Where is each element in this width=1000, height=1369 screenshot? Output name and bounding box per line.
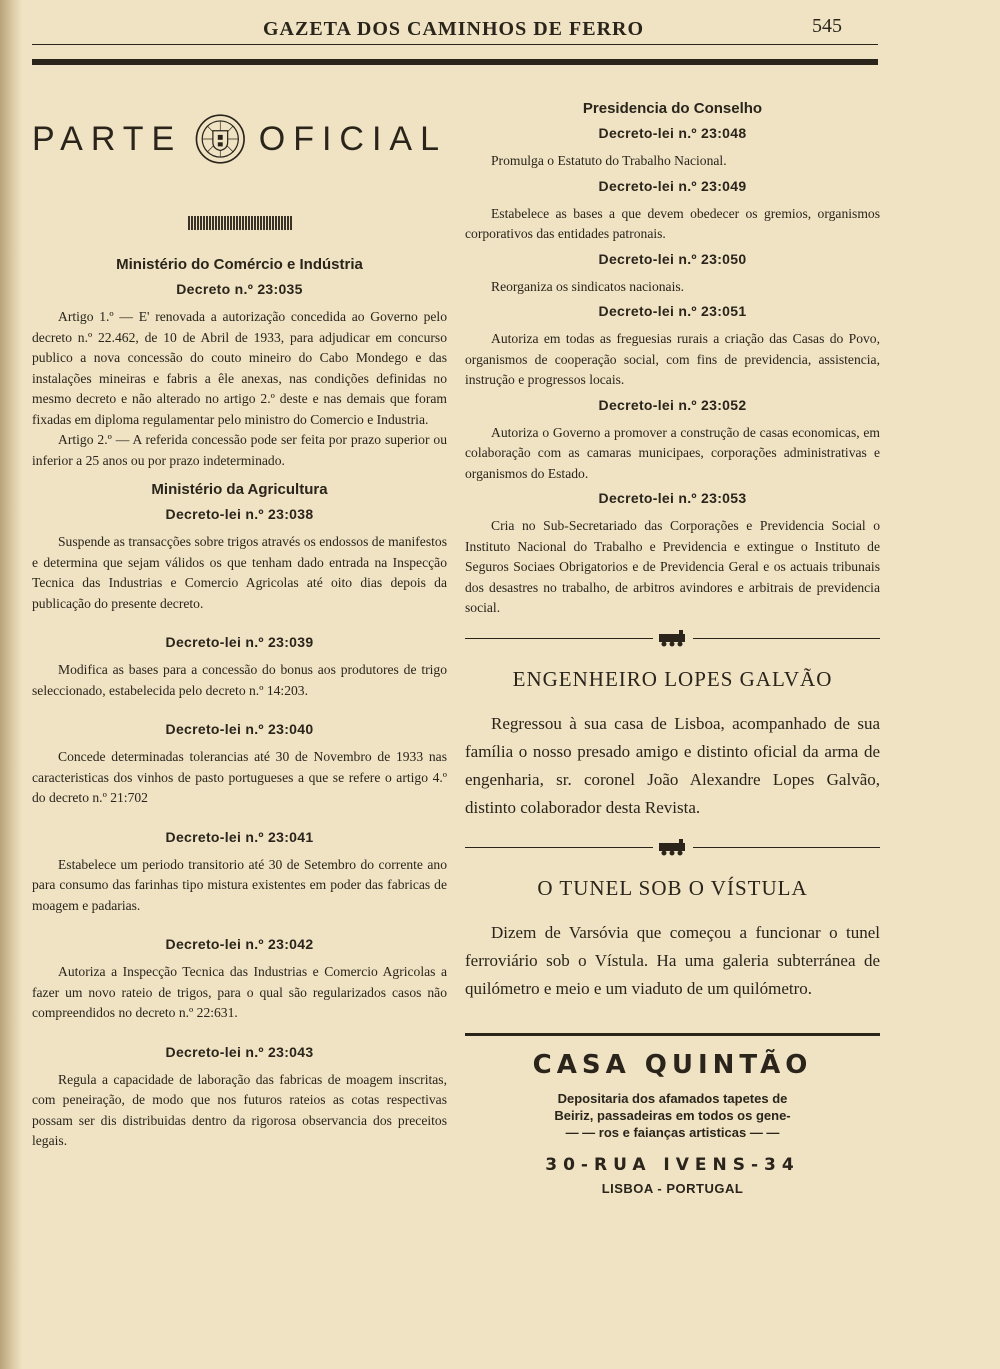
ad-line: Depositaria dos afamados tapetes de: [557, 1090, 788, 1106]
article-title: ENGENHEIRO LOPES GALVÃO: [512, 666, 833, 691]
coat-of-arms-icon: [194, 107, 247, 171]
article-text: Dizem de Varsóvia que começou a funcionar o tunel ferroviário sob o Vístula. Ha uma galeria subterránea de quilómetro e meio e um viaduto de um quilómetro.: [465, 922, 880, 998]
decree-title: Decreto-lei n.º 23:053: [598, 490, 747, 506]
journal-title: GAZETA DOS CAMINHOS DE FERRO: [263, 18, 645, 40]
heading-left-word: PARTE: [32, 119, 183, 158]
decree-text: Modifica as bases para a concessão do bonus aos produtores de trigo seleccionado, estabelecida pelo decreto n.º 14:203.: [32, 662, 447, 698]
decree-text: Cria no Sub-Secretariado das Corporações e Previdencia Social o Instituto Nacional do Trabalho e Previdencia e extingue o Instituto de Seguros Sociaes Obrigatorios e de Previdencia Geral e os actuais tribunais dos desastres no trabalho, de arbitros avindores e arbitrais de previdencia social.: [465, 518, 880, 615]
heading-right-word: OFICIAL: [258, 119, 447, 158]
ad-city: LISBOA - PORTUGAL: [601, 1180, 744, 1196]
decree-title: Decreto-lei n.º 23:052: [598, 396, 747, 413]
decree-title: Decreto-lei n.º 23:041: [165, 828, 314, 845]
decree-title: Decreto-lei n.º 23:051: [598, 303, 747, 319]
ministry-heading: Ministério do Comércio e Indústria: [116, 256, 363, 273]
page-number: 545: [812, 15, 842, 37]
locomotive-icon: [653, 838, 693, 856]
decree-title: Decreto-lei n.º 23:039: [165, 634, 314, 650]
header-rule-thick: [32, 59, 878, 65]
decree-text: Artigo 2.º — A referida concessão pode ser feita por prazo superior ou inferior a 25 anos ou por prazo indeterminado.: [32, 432, 447, 468]
decree-text: Artigo 1.º — E' renovada a autorização concedida ao Governo pelo decreto n.º 22.462, de 10 de Abril de 1933, para adjudicar em concurso publico a nova concessão do couto mineiro do Cabo Mondego e das instalações mineiras e fabris a êle anexas, nas condições definidas no mesmo decreto e não alterado no artigo 2.º deste e nas demais que foram fixadas em diploma regulamentar pelo ministro do Comercio e Industria.: [32, 309, 447, 427]
right-column: [465, 100, 880, 1196]
locomotive-icon: [653, 629, 693, 647]
presidency-heading: Presidencia do Conselho: [582, 100, 763, 117]
decree-text: Estabelece as bases a que devem obedecer os gremios, organismos corporativos das entidades patronais.: [465, 205, 880, 241]
decree-title: Decreto-lei n.º 23:040: [165, 721, 314, 737]
decree-text: Promulga o Estatuto do Trabalho Nacional.: [491, 153, 727, 168]
section-divider: [465, 836, 880, 858]
decree-text: Autoriza em todas as freguesias rurais a criação das Casas do Povo, organismos de cooperação social, com fins de previdencia, assistencia, instrução e progressos locais.: [465, 331, 880, 387]
decree-title: Decreto-lei n.º 23:042: [165, 936, 314, 952]
ad-business-name: CASA QUINTÃO: [532, 1049, 813, 1080]
decree-text: Reorganiza os sindicatos nacionais.: [491, 278, 685, 294]
ad-line: — — ros e faianças artisticas — —: [565, 1124, 780, 1140]
page-binding-edge: [0, 0, 22, 1369]
decree-title: Decreto-lei n.º 23:049: [598, 177, 747, 194]
decree-title: Decreto-lei n.º 23:043: [165, 1043, 314, 1060]
advertisement: [465, 1033, 880, 1196]
decree-text: Regula a capacidade de laboração das fabricas de moagem inscritas, com peneiração, de modo que nos futuros rateios as cotas respectivas possam ser dis distribuidas dentro da rigorosa observancia dos preceitos legais.: [32, 1071, 447, 1148]
decree-title: Decreto-lei n.º 23:038: [165, 506, 314, 522]
decree-title: Decreto-lei n.º 23:048: [598, 125, 747, 141]
ad-line: Beiriz, passadeiras em todos os gene-: [554, 1107, 791, 1123]
article-title: O TUNEL SOB O VÍSTULA: [537, 875, 808, 900]
decree-text: Autoriza o Governo a promover a construção de casas economicas, em colaboração com as camaras municipaes, corporações administrativas e organismos do Estado.: [465, 424, 880, 481]
section-divider: [465, 627, 880, 649]
decree-text: Autoriza a Inspecção Tecnica das Industrias e Comercio Agricolas a fazer um novo rateio de trigos, para o qual são regularizados casos não compreendidos no decreto n.º 22:631.: [32, 964, 447, 1020]
ornament-divider: [188, 216, 292, 230]
article-text: Regressou à sua casa de Lisboa, acompanhado de sua família o nosso presado amigo e distinto oficial da arma de engenharia, sr. coronel João Alexandre Lopes Galvão, distinto colaborador desta Revista.: [465, 713, 880, 817]
ad-address: 30-RUA IVENS-34: [545, 1154, 800, 1175]
decree-text: Estabelece um periodo transitorio até 30 de Setembro do corrente ano para consumo das farinhas tipo mistura existentes em poder das fabricas de moagem e padarias.: [32, 856, 447, 913]
decree-text: Suspende as transacções sobre trigos através os endossos de manifestos e determina que sejam válidos os que tenham dado entrada na Inspecção Tecnica das Industrias e Comercio Agricolas até oito dias depois da publicação do presente decreto.: [32, 534, 447, 611]
ministry-heading: Ministério da Agricultura: [151, 481, 328, 498]
left-column: [32, 80, 447, 1152]
decree-text: Concede determinadas tolerancias até 30 de Novembro de 1933 nas caracteristicas dos vinhos de pasto portugueses a que se refere o artigo 4.º do decreto n.º 21:702: [32, 749, 447, 805]
header-rule-thin: [32, 44, 878, 45]
decree-title: Decreto-lei n.º 23:050: [598, 250, 747, 267]
decree-title: Decreto n.º 23:035: [176, 281, 303, 297]
section-heading: [32, 94, 447, 184]
ad-description: [465, 1090, 880, 1141]
